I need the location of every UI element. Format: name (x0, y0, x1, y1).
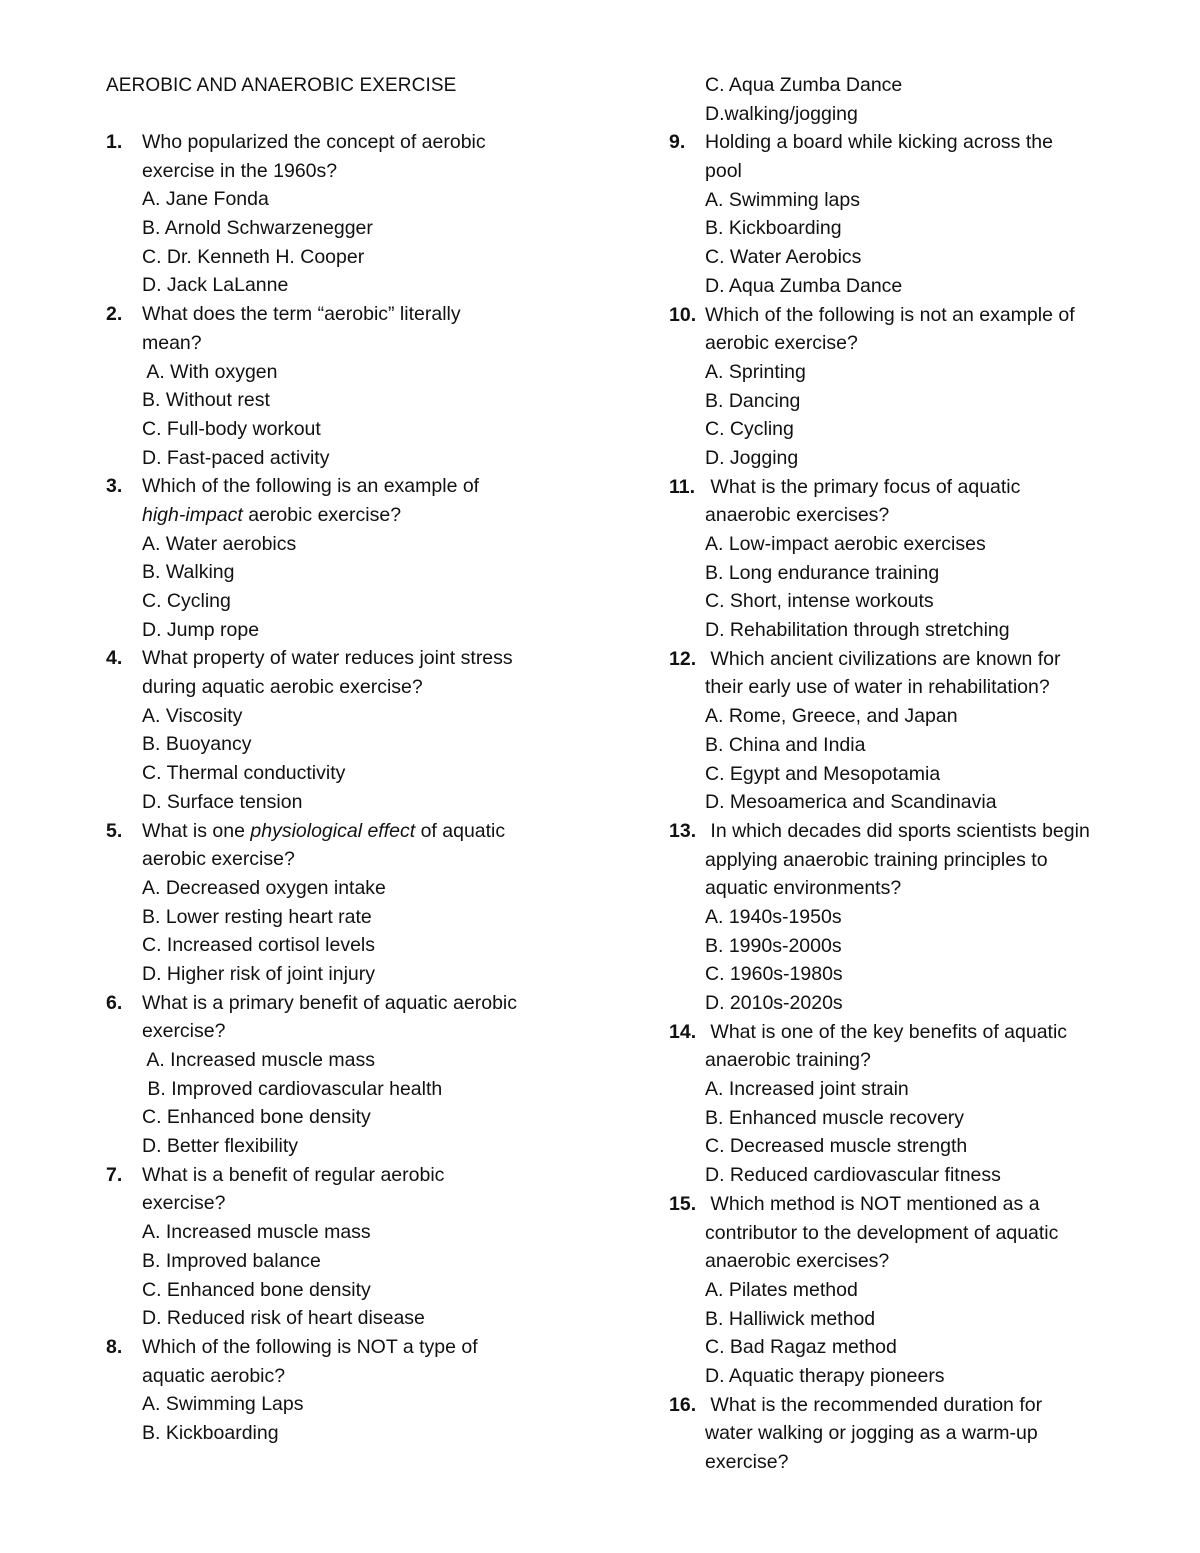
question-text-cont: aquatic environments? (705, 877, 902, 900)
question-text: What is the recommended duration for (705, 1393, 1043, 1416)
question-text-cont: their early use of water in rehabilitation? (705, 676, 1050, 699)
question-text: Which of the following is an example of (142, 475, 480, 498)
option-a[interactable]: A. Water aerobics (142, 532, 297, 555)
option-b[interactable]: B. Improved cardiovascular health (142, 1077, 443, 1100)
page-title: AEROBIC AND ANAEROBIC EXERCISE (106, 75, 457, 96)
option-c[interactable]: C. Cycling (142, 590, 231, 612)
option-b[interactable]: B. Dancing (705, 389, 801, 412)
option-b[interactable]: B. Kickboarding (142, 1421, 279, 1444)
option-d[interactable]: D. Mesoamerica and Scandinavia (705, 791, 997, 814)
question-8 (106, 1333, 576, 1448)
question-6 (106, 989, 576, 1161)
option-c[interactable]: C. 1960s-1980s (705, 963, 843, 986)
question-text-cont: aerobic exercise? (142, 848, 295, 871)
option-c[interactable]: C. Bad Ragaz method (705, 1336, 897, 1359)
option-b[interactable]: B. Halliwick method (705, 1307, 876, 1330)
option-a[interactable]: A. Low-impact aerobic exercises (705, 533, 986, 555)
question-5 (106, 817, 576, 989)
option-b[interactable]: B. Lower resting heart rate (142, 905, 372, 928)
question-text: What is one (142, 819, 251, 842)
option-c[interactable]: C. Aqua Zumba Dance (705, 74, 903, 96)
option-d[interactable]: D. Aqua Zumba Dance (705, 274, 903, 297)
question-text: Which ancient civilizations are known for (705, 647, 1061, 670)
option-d[interactable]: D.walking/jogging (705, 102, 858, 125)
question-13 (669, 817, 1139, 1018)
option-c[interactable]: C. Enhanced bone density (142, 1278, 371, 1301)
question-text: What property of water reduces joint stress (142, 647, 513, 670)
question-number: 12. (669, 647, 697, 670)
question-text-cont: exercise? (705, 1451, 789, 1473)
question-text-cont: pool (705, 160, 742, 183)
option-c[interactable]: C. Thermal conductivity (142, 762, 346, 785)
option-b[interactable]: B. Enhanced muscle recovery (705, 1106, 965, 1129)
question-8-continued (669, 71, 1139, 128)
question-text-rest: of aquatic (415, 819, 506, 842)
question-text: Which of the following is not an example of (705, 303, 1075, 326)
option-d[interactable]: D. Rehabilitation through stretching (705, 619, 1010, 642)
question-number: 14. (669, 1020, 697, 1043)
question-text-cont: contributor to the development of aquatic (705, 1221, 1059, 1244)
option-a[interactable]: A. Pilates method (705, 1278, 858, 1301)
option-a[interactable]: A. Viscosity (142, 704, 243, 727)
question-text: What is a benefit of regular aerobic (142, 1163, 445, 1186)
question-number: 10. (669, 303, 697, 326)
option-b[interactable]: B. Improved balance (142, 1249, 321, 1272)
question-text: Who popularized the concept of aerobic (142, 131, 486, 153)
option-a[interactable]: A. Decreased oxygen intake (142, 876, 386, 899)
question-text-cont: exercise in the 1960s? (142, 159, 338, 182)
option-b[interactable]: B. Buoyancy (142, 733, 252, 756)
question-15 (669, 1190, 1139, 1391)
question-3 (106, 472, 576, 644)
option-c[interactable]: C. Increased cortisol levels (142, 934, 376, 957)
emphasis-text: physiological effect (250, 819, 416, 842)
option-d[interactable]: D. Fast-paced activity (142, 446, 330, 469)
option-a[interactable]: A. 1940s-1950s (705, 905, 842, 928)
option-a[interactable]: A. Increased muscle mass (142, 1221, 371, 1244)
option-d[interactable]: D. Jogging (705, 446, 799, 469)
option-d[interactable]: D. Jack LaLanne (142, 274, 289, 297)
option-a[interactable]: A. Jane Fonda (142, 188, 269, 211)
option-a[interactable]: A. Swimming Laps (142, 1393, 304, 1416)
question-text-cont: aquatic aerobic? (142, 1364, 286, 1387)
question-10 (669, 301, 1139, 473)
question-text-cont: applying anaerobic training principles to (705, 848, 1048, 871)
option-d[interactable]: D. Higher risk of joint injury (142, 962, 375, 985)
emphasis-text: high-impact (142, 503, 243, 526)
option-a[interactable]: A. Swimming laps (705, 188, 860, 211)
question-text-cont: aerobic exercise? (705, 332, 858, 355)
option-a[interactable]: A. Increased joint strain (705, 1078, 909, 1101)
option-d[interactable]: D. Surface tension (142, 790, 303, 813)
option-d[interactable]: D. Reduced risk of heart disease (142, 1307, 425, 1330)
question-text: In which decades did sports scientists begin (705, 819, 1090, 842)
option-c[interactable]: C. Cycling (705, 418, 794, 441)
question-number: 9. (669, 131, 686, 154)
question-number: 11. (669, 475, 696, 498)
option-d[interactable]: D. Aquatic therapy pioneers (705, 1364, 945, 1387)
question-number: 15. (669, 1192, 697, 1215)
question-text-cont: mean? (142, 331, 202, 354)
question-text-cont: exercise? (142, 1192, 226, 1215)
question-number: 2. (106, 303, 123, 326)
question-number: 8. (106, 1335, 123, 1358)
question-text: What is one of the key benefits of aquatic (705, 1020, 1068, 1043)
question-11 (669, 473, 1139, 645)
question-text-cont: exercise? (142, 1020, 226, 1043)
question-7 (106, 1161, 576, 1333)
question-number: 3. (106, 475, 123, 498)
question-number: 6. (106, 991, 123, 1014)
option-b[interactable]: B. China and India (705, 733, 866, 756)
question-text-cont (106, 501, 576, 530)
option-d[interactable]: D. Jump rope (142, 618, 260, 641)
question-number: 1. (106, 131, 123, 153)
question-number: 7. (106, 1163, 123, 1186)
question-text: What does the term “aerobic” literally (142, 303, 461, 326)
option-a[interactable]: A. Rome, Greece, and Japan (705, 705, 958, 728)
option-b[interactable]: B. Without rest (142, 389, 270, 412)
question-number: 5. (106, 819, 123, 842)
question-text-cont: during aquatic aerobic exercise? (142, 676, 423, 699)
right-column (669, 71, 1139, 1477)
option-b[interactable]: B. Arnold Schwarzenegger (142, 217, 373, 240)
option-c[interactable]: C. Short, intense workouts (705, 590, 934, 613)
question-text: Which method is NOT mentioned as a (705, 1192, 1040, 1215)
question-text-cont: anaerobic exercises? (705, 504, 890, 527)
question-1 (106, 128, 576, 300)
option-b[interactable]: B. Kickboarding (705, 217, 842, 240)
left-column (106, 128, 576, 1448)
option-b[interactable]: B. Long endurance training (705, 561, 940, 584)
question-text: Holding a board while kicking across the (705, 131, 1053, 154)
option-c[interactable]: C. Dr. Kenneth H. Cooper (142, 245, 365, 268)
question-12 (669, 645, 1139, 817)
question-text-cont: water walking or jogging as a warm-up (705, 1422, 1038, 1445)
question-text-cont: anaerobic training? (705, 1049, 871, 1072)
option-d[interactable]: D. 2010s-2020s (705, 992, 843, 1014)
option-b[interactable]: B. 1990s-2000s (705, 934, 842, 957)
question-text: What is a primary benefit of aquatic aerobic (142, 991, 518, 1014)
question-number: 13. (669, 819, 697, 842)
option-c[interactable]: C. Full-body workout (142, 417, 321, 440)
question-4 (106, 644, 576, 816)
question-16 (669, 1391, 1139, 1477)
question-14 (669, 1018, 1139, 1190)
question-2 (106, 300, 576, 472)
option-d[interactable]: D. Better flexibility (142, 1135, 299, 1158)
question-number: 16. (669, 1393, 697, 1416)
question-text-cont: anaerobic exercises? (705, 1250, 890, 1273)
question-text: What is the primary focus of aquatic (705, 475, 1021, 498)
option-c[interactable]: C. Decreased muscle strength (705, 1135, 968, 1158)
question-number: 4. (106, 647, 123, 670)
option-c[interactable]: C. Water Aerobics (705, 246, 862, 269)
option-d[interactable]: D. Reduced cardiovascular fitness (705, 1164, 1001, 1187)
option-a[interactable]: A. Sprinting (705, 360, 806, 383)
option-c[interactable]: C. Egypt and Mesopotamia (705, 762, 941, 785)
option-c[interactable]: C. Enhanced bone density (142, 1106, 371, 1129)
option-a[interactable]: A. Increased muscle mass (142, 1049, 376, 1071)
option-b[interactable]: B. Walking (142, 561, 235, 584)
option-a[interactable]: A. With oxygen (142, 360, 278, 383)
question-text-rest: aerobic exercise? (242, 503, 402, 526)
question-text: Which of the following is NOT a type of (142, 1335, 478, 1358)
question-9 (669, 128, 1139, 300)
